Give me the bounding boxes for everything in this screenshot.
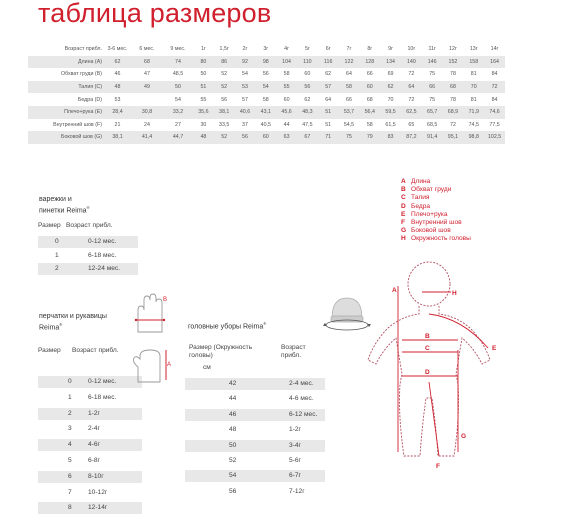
mittens-title (39, 196, 90, 215)
mittens-table (38, 222, 138, 282)
gloves-size: 7 (68, 488, 72, 496)
size-table-cell: 62 (318, 68, 339, 81)
size-table-cell: 84 (484, 93, 505, 106)
hats-size: 44 (229, 395, 237, 403)
size-table-cell: 56 (297, 81, 318, 94)
size-table-cell: 84 (484, 68, 505, 81)
size-table-cell: 122 (339, 56, 360, 69)
size-table-cell: 38,1 (214, 106, 235, 119)
size-table-cell: 64 (318, 93, 339, 106)
size-table-col-header: 3-6 мес. (104, 43, 131, 56)
size-table-cell: 69 (380, 68, 401, 81)
size-table-cell (131, 93, 163, 106)
gloves-header-size: Размер (38, 347, 61, 354)
size-table-col-header: 12г (443, 43, 464, 56)
size-table-cell: 52 (214, 131, 235, 144)
size-table-cell: 46 (104, 68, 131, 81)
gloves-size: 6 (68, 472, 72, 480)
hats-age: 4-6 мес. (289, 395, 314, 403)
size-table-cell: 134 (380, 56, 401, 69)
size-table-cell: 92 (235, 56, 256, 69)
gloves-age: 0-12 мес. (88, 378, 117, 385)
size-table-col-header: 9г (380, 43, 401, 56)
size-table-cell: 54 (163, 93, 193, 106)
glove-measure-icon (128, 292, 170, 387)
size-table-cell: 57 (235, 93, 256, 106)
size-table-cell: 60 (297, 68, 318, 81)
size-table-cell: 40,5 (255, 119, 276, 132)
size-table-cell: 37 (235, 119, 256, 132)
size-table-cell: 51 (318, 119, 339, 132)
size-table-cell: 81 (463, 68, 484, 81)
size-table-cell: 98,8 (463, 131, 484, 144)
size-table-cell: 68,5 (422, 119, 443, 132)
size-table-cell: 57 (318, 81, 339, 94)
size-table-row (28, 81, 505, 94)
size-table-cell: 66 (359, 68, 380, 81)
legend-text: Внутренний шов (411, 219, 462, 227)
size-table-corner: Возраст прибл. (28, 43, 104, 56)
size-table-cell: 74 (163, 56, 193, 69)
legend-letter: C (401, 194, 406, 202)
legend-letter: B (401, 186, 406, 194)
size-table-col-header: 6г (318, 43, 339, 56)
size-table-cell: 158 (463, 56, 484, 69)
size-table-cell: 164 (484, 56, 505, 69)
size-table-cell: 102,5 (484, 131, 505, 144)
gloves-title (39, 313, 107, 332)
size-table-cell: 86 (214, 56, 235, 69)
size-table-cell: 70 (380, 93, 401, 106)
mittens-size: 0 (55, 238, 59, 245)
gloves-age: 6-8г (88, 457, 100, 464)
legend-item (401, 219, 471, 227)
size-table-cell: 152 (443, 56, 464, 69)
size-table-row (28, 106, 505, 119)
size-table-cell: 104 (276, 56, 297, 69)
mittens-size: 2 (55, 265, 59, 272)
legend-item (401, 235, 471, 243)
gloves-size: 4 (68, 441, 72, 449)
gloves-age: 4-6г (88, 441, 100, 449)
size-table-cell: 48 (104, 81, 131, 94)
figure-label-c: C (425, 345, 430, 352)
size-table-cell: 75 (422, 68, 443, 81)
glove-label-b: B (163, 297, 168, 303)
hats-size: 50 (229, 441, 237, 449)
size-table-cell: 66 (339, 93, 360, 106)
size-table-cell: 62 (104, 56, 131, 69)
size-table-row-label: Талия (C) (28, 81, 104, 94)
gloves-age: 12-14г (88, 504, 108, 512)
size-table-cell: 21 (104, 119, 131, 132)
size-table-cell: 47 (131, 68, 163, 81)
size-table-cell: 51 (318, 106, 339, 119)
legend-text: Боковой шов (411, 227, 451, 235)
size-table-cell: 83 (380, 131, 401, 144)
size-table-cell: 52 (214, 68, 235, 81)
size-table-row-label: Длина (A) (28, 56, 104, 69)
size-table-cell: 50 (193, 68, 214, 81)
legend-item (401, 178, 471, 186)
size-table-cell: 30 (193, 119, 214, 132)
gloves-age: 8-10г (88, 472, 104, 480)
size-table-cell: 44,7 (163, 131, 193, 144)
size-table-cell: 55 (193, 93, 214, 106)
size-table-col-header: 10г (401, 43, 422, 56)
size-table-col-header: 11г (422, 43, 443, 56)
size-table-cell: 67 (297, 131, 318, 144)
gloves-header-age: Возраст прибл. (72, 347, 119, 354)
legend-letter: E (401, 210, 406, 218)
legend-letter: H (401, 235, 406, 243)
figure-label-e: E (492, 345, 497, 352)
gloves-size: 1 (68, 393, 72, 401)
size-table-cell: 78 (443, 68, 464, 81)
size-table (28, 43, 505, 144)
hats-header-size: Размер (Окружность (189, 344, 253, 351)
size-table-row (28, 119, 505, 132)
mittens-age: 0-12 мес. (88, 238, 117, 245)
gloves-age: 2-4г (88, 425, 100, 433)
legend-letter: F (401, 219, 406, 227)
size-table-cell: 24 (131, 119, 163, 132)
hats-size: 46 (229, 410, 237, 418)
size-table-cell: 77,5 (484, 119, 505, 132)
glove-label-a: A (167, 362, 172, 368)
hats-title (188, 320, 266, 331)
size-table-cell: 61,5 (380, 119, 401, 132)
size-table-cell: 72 (401, 93, 422, 106)
legend-text: Талия (411, 194, 430, 202)
size-table-cell: 60 (255, 131, 276, 144)
mittens-header-age: Возраст прибл. (66, 222, 113, 229)
mittens-title-line2: пинетки Reima (39, 207, 87, 215)
legend-item (401, 211, 471, 219)
figure-label-d: D (425, 369, 430, 376)
size-table-row (28, 56, 505, 69)
size-table-cell: 44 (276, 119, 297, 132)
size-table-cell: 71 (318, 131, 339, 144)
size-table-cell: 72 (443, 119, 464, 132)
size-table-cell: 81 (463, 93, 484, 106)
hats-age: 6-7г (289, 472, 301, 480)
gloves-size: 5 (68, 457, 72, 464)
registered-mark: ® (263, 321, 267, 326)
size-table-col-header: 6 мес. (131, 43, 163, 56)
measurement-legend (401, 178, 471, 244)
size-table-cell: 68 (443, 81, 464, 94)
row-stripe (185, 440, 325, 452)
hats-age: 1-2г (289, 426, 301, 434)
size-table-cell: 110 (297, 56, 318, 69)
size-table-cell: 58 (276, 68, 297, 81)
hats-age: 2-4 мес. (289, 380, 314, 387)
gloves-title-line1: перчатки и рукавицы (39, 313, 107, 320)
size-table-cell: 72 (484, 81, 505, 94)
hats-header-age: прибл. (281, 352, 302, 359)
hats-size: 54 (229, 472, 237, 480)
size-table-cell: 87,2 (401, 131, 422, 144)
size-table-cell: 146 (422, 56, 443, 69)
size-table-cell: 70 (463, 81, 484, 94)
size-table-row-label: Плечо+рука (E) (28, 106, 104, 119)
size-table-col-header: 14г (484, 43, 505, 56)
figure-label-h: H (452, 290, 457, 297)
mittens-header-size: Размер (38, 222, 61, 229)
size-table-cell: 58 (255, 93, 276, 106)
size-table-cell: 58 (359, 119, 380, 132)
hats-age: 3-4г (289, 441, 301, 449)
legend-text: Бедра (411, 202, 431, 210)
size-table-cell: 51 (193, 81, 214, 94)
size-table-cell: 75 (339, 131, 360, 144)
size-table-cell: 128 (359, 56, 380, 69)
size-table-cell: 35,6 (193, 106, 214, 119)
size-table-col-header: 8г (359, 43, 380, 56)
size-table-cell: 56,4 (359, 106, 380, 119)
legend-text: Длина (411, 178, 431, 185)
legend-text: Окружность головы (411, 235, 471, 243)
size-table-cell: 33,2 (163, 106, 193, 119)
size-table-cell: 48,3 (297, 106, 318, 119)
size-table-cell: 60 (359, 81, 380, 94)
size-table-row (28, 68, 505, 81)
gloves-age: 6-18 мес. (88, 393, 117, 401)
size-table-cell: 68 (131, 56, 163, 69)
size-table-cell: 58 (339, 81, 360, 94)
size-table-cell: 64 (339, 68, 360, 81)
mittens-age: 12-24 мес. (88, 265, 121, 272)
figure-label-a: A (392, 287, 397, 294)
legend-item (401, 186, 471, 194)
registered-mark: ® (86, 205, 90, 210)
size-table-cell: 54 (235, 68, 256, 81)
size-table-cell: 78 (443, 93, 464, 106)
body-figure (362, 256, 512, 471)
registered-mark: ® (59, 322, 63, 327)
gloves-size: 3 (68, 425, 72, 433)
size-table-cell: 56 (235, 131, 256, 144)
size-table-cell: 45,6 (276, 106, 297, 119)
size-table-row-label: Боковой шов (G) (28, 131, 104, 144)
legend-item (401, 194, 471, 202)
size-table-cell: 30,8 (131, 106, 163, 119)
size-table-cell: 62 (297, 93, 318, 106)
size-table-cell: 75 (422, 93, 443, 106)
size-table-col-header: 3г (255, 43, 276, 56)
hats-age: 5-6г (289, 457, 301, 464)
size-table-cell: 53 (235, 81, 256, 94)
legend-item (401, 227, 471, 235)
size-table-cell: 33,5 (214, 119, 235, 132)
size-table-cell: 54,5 (339, 119, 360, 132)
size-table-cell: 43,1 (255, 106, 276, 119)
gloves-size: 0 (68, 378, 72, 385)
size-table-cell: 72 (401, 68, 422, 81)
size-table-col-header: 1,5г (214, 43, 235, 56)
size-table-col-header: 5г (297, 43, 318, 56)
mittens-age: 6-18 мес. (88, 251, 117, 259)
size-table-cell: 71,9 (463, 106, 484, 119)
hats-header-age: Возраст (281, 344, 306, 351)
legend-text: Плечо+рука (411, 210, 448, 218)
hats-header-size: головы) (189, 352, 213, 359)
size-table-row (28, 131, 505, 144)
figure-label-b: B (425, 333, 430, 340)
size-table-cell: 79 (359, 131, 380, 144)
gloves-title-line2: Reima (39, 324, 60, 332)
size-table-col-header: 13г (463, 43, 484, 56)
size-table-cell: 54 (255, 81, 276, 94)
hats-size: 48 (229, 426, 237, 434)
size-table-cell: 50 (163, 81, 193, 94)
size-table-cell: 140 (401, 56, 422, 69)
size-table-cell: 65 (401, 119, 422, 132)
legend-letter: D (401, 202, 406, 210)
gloves-size: 8 (68, 504, 72, 512)
size-table-cell: 65,7 (422, 106, 443, 119)
hats-header-unit: см (203, 364, 211, 371)
mittens-size: 1 (55, 251, 59, 259)
size-table-col-header: 7г (339, 43, 360, 56)
mittens-title-line1: варежки и (39, 196, 72, 203)
size-table-cell: 64 (401, 81, 422, 94)
hats-table (185, 344, 330, 519)
size-table-cell: 53,7 (339, 106, 360, 119)
hats-age: 7-12г (289, 487, 305, 495)
size-table-row-label: Внутренний шов (F) (28, 119, 104, 132)
hats-size: 56 (229, 487, 237, 495)
size-table-cell: 62,5 (401, 106, 422, 119)
gloves-size: 2 (68, 409, 72, 417)
size-table-cell: 47,5 (297, 119, 318, 132)
gloves-age: 1-2г (88, 409, 100, 417)
size-table-cell: 38,1 (104, 131, 131, 144)
row-stripe (185, 470, 325, 482)
hats-size: 42 (229, 380, 237, 387)
size-table-col-header: 2г (235, 43, 256, 56)
size-table-col-header: 1г (193, 43, 214, 56)
hats-size: 52 (229, 457, 237, 464)
size-table-cell: 63 (276, 131, 297, 144)
legend-item (401, 203, 471, 211)
size-table-cell: 55 (276, 81, 297, 94)
size-table-cell: 53 (104, 93, 131, 106)
legend-text: Обхват груди (411, 186, 452, 194)
size-table-cell: 40,6 (235, 106, 256, 119)
hats-age: 6-12 мес. (289, 410, 318, 418)
size-table-col-header: 4г (276, 43, 297, 56)
gloves-age: 10-12г (88, 488, 108, 496)
size-table-cell: 91,4 (422, 131, 443, 144)
size-table-cell: 74,6 (484, 106, 505, 119)
size-table-cell: 98 (255, 56, 276, 69)
hats-title-text: головные уборы Reima (188, 323, 264, 331)
size-table-cell: 74,5 (463, 119, 484, 132)
size-table-cell: 49 (131, 81, 163, 94)
size-table-cell: 95,1 (443, 131, 464, 144)
size-table-cell: 68,9 (443, 106, 464, 119)
size-table-cell: 62 (380, 81, 401, 94)
size-table-cell: 48,5 (163, 68, 193, 81)
legend-letter: A (401, 178, 406, 185)
size-table-row (28, 93, 505, 106)
size-table-col-header: 9 мес. (163, 43, 193, 56)
size-table-cell: 56 (214, 93, 235, 106)
size-table-cell: 28,4 (104, 106, 131, 119)
size-table-row-label: Бедра (D) (28, 93, 104, 106)
figure-label-g: G (461, 433, 467, 440)
size-table-cell: 60 (276, 93, 297, 106)
size-table-cell: 48 (193, 131, 214, 144)
page-title: таблица размеров (38, 0, 272, 28)
size-table-header (28, 43, 505, 56)
legend-letter: G (401, 227, 407, 235)
size-table-cell: 66 (422, 81, 443, 94)
size-table-cell: 52 (214, 81, 235, 94)
size-table-row-label: Обхват груди (B) (28, 68, 104, 81)
size-table-cell: 80 (193, 56, 214, 69)
size-table-cell: 59,5 (380, 106, 401, 119)
size-table-cell: 56 (255, 68, 276, 81)
size-table-cell: 41,4 (131, 131, 163, 144)
size-table-cell: 116 (318, 56, 339, 69)
size-table-cell: 68 (359, 93, 380, 106)
size-table-cell: 27 (163, 119, 193, 132)
figure-label-f: F (436, 463, 440, 470)
